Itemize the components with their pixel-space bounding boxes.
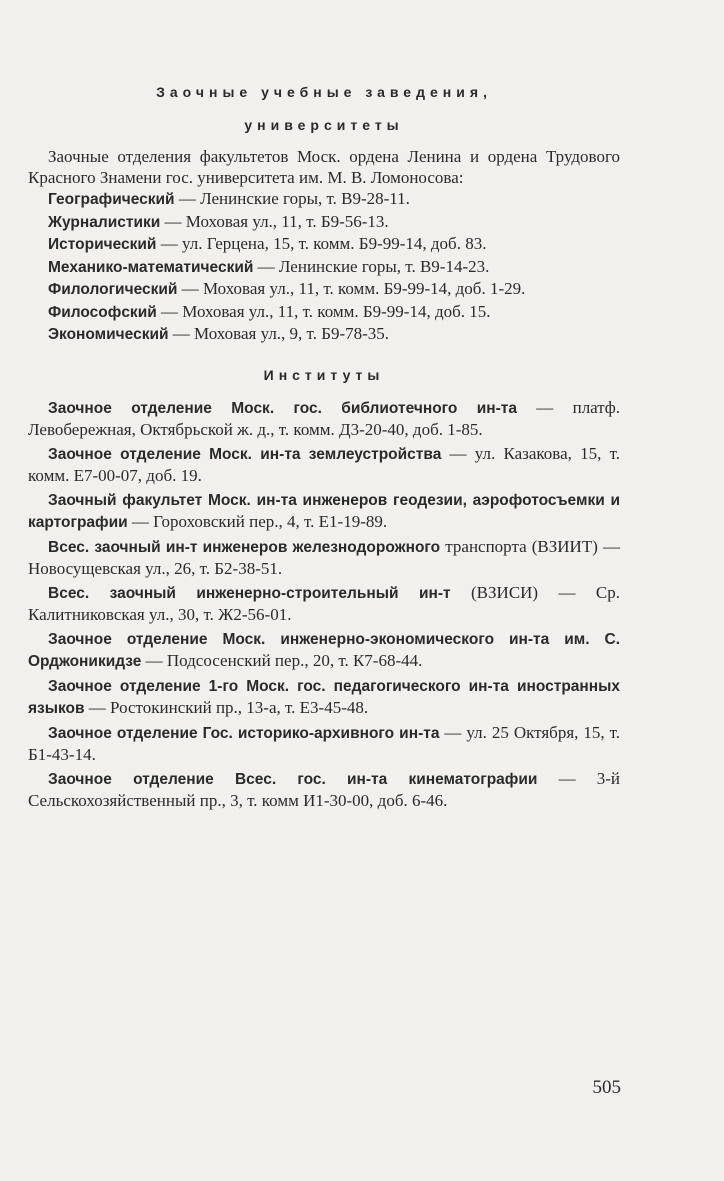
institute-details: — Гороховский пер., 4, т. Е1-19-89. <box>127 512 388 531</box>
faculty-entry <box>28 256 620 279</box>
institute-entry <box>28 675 620 720</box>
faculty-details: — ул. Герцена, 15, т. комм. Б9-99-14, доб. 83. <box>156 234 487 253</box>
faculty-entry <box>28 278 620 301</box>
faculty-name: Экономический <box>48 326 169 343</box>
institute-entry <box>28 768 620 812</box>
faculty-name: Философский <box>48 303 157 321</box>
faculty-details: — Ленинские горы, т. В9-28-11. <box>174 189 410 208</box>
institute-details: (ВЗИСИ) — Ср. Калитниковская ул., 30, т. Ж2-56-01. <box>28 582 620 624</box>
faculty-name: Механико-математический <box>48 258 254 276</box>
institute-details: — платф. Левобережная, Октябрьской ж. д., т. комм. Д3-20-40, доб. 1-85. <box>28 397 620 439</box>
institute-name: Всес. заочный ин-т инженеров железнодорожного <box>48 538 441 556</box>
faculty-name: Географический <box>48 191 175 208</box>
page-number: 505 <box>592 1077 621 1098</box>
institute-details: — Подсосенский пер., 20, т. К7-68-44. <box>141 651 423 670</box>
page-content <box>28 78 620 814</box>
institute-name: Заочное отделение Моск. инженерно-экономического ин-та им. С. Орджоникидзе <box>28 630 620 670</box>
faculty-entry <box>28 323 620 346</box>
institute-name: Заочное отделение 1-го Моск. гос. педагогического ин-та иностранных языков <box>28 677 620 717</box>
faculty-list <box>28 188 620 346</box>
faculty-details: — Моховая ул., 9, т. Б9-78-35. <box>168 324 390 343</box>
faculty-name: Филологический <box>48 281 178 298</box>
institute-details: транспорта (ВЗИИТ) — Новосущевская ул., 26, т. Б2-38-51. <box>28 536 620 578</box>
faculty-entry <box>28 211 620 234</box>
institute-entry <box>28 397 620 441</box>
institute-details: — Ростокинский пр., 13-а, т. Е3-45-48. <box>84 698 369 717</box>
institute-entry <box>28 628 620 673</box>
section-heading-institutes: Институты <box>263 366 385 383</box>
institute-list <box>28 397 620 812</box>
faculty-details: — Моховая ул., 11, т. комм. Б9-99-14, доб. 1-29. <box>177 279 526 298</box>
faculty-entry <box>28 233 620 256</box>
institute-entry <box>28 489 620 534</box>
faculty-details: — Моховая ул., 11, т. Б9-56-13. <box>160 211 389 231</box>
section-heading-correspondence: Заочные учебные заведения, <box>156 84 492 100</box>
institute-entry <box>28 443 620 487</box>
faculty-entry <box>28 301 620 324</box>
institute-details: — 3-й Сельскохозяйственный пр., 3, т. комм И1-30-00, доб. 6-46. <box>28 768 620 810</box>
institute-entry <box>28 536 620 580</box>
institute-name: Заочное отделение Всес. гос. ин-та кинематографии <box>48 770 538 788</box>
institute-name: Заочный факультет Моск. ин-та инженеров геодезии, аэрофотосъемки и картографии <box>28 491 620 531</box>
faculty-name: Исторический <box>48 236 157 253</box>
institute-details: — ул. Казакова, 15, т. комм. Е7-00-07, доб. 19. <box>28 443 621 485</box>
faculty-entry <box>28 188 620 211</box>
institute-name: Заочное отделение Моск. гос. библиотечного ин-та <box>48 399 518 417</box>
institute-name: Заочное отделение Гос. историко-архивного ин-та <box>48 724 440 742</box>
faculty-details: — Ленинские горы, т. В9-14-23. <box>253 256 490 276</box>
university-intro: Заочные отделения факультетов Моск. ордена Ленина и ордена Трудового Красного Знамени гос. университета им. М. В. Ломоносова: <box>28 147 620 187</box>
institute-entry <box>28 582 620 626</box>
institute-name: Всес. заочный инженерно-строительный ин-т <box>48 584 451 602</box>
faculty-name: Журналистики <box>48 213 161 231</box>
section-heading-universities: университеты <box>244 117 404 133</box>
institute-entry <box>28 722 620 766</box>
institute-details: — ул. 25 Октября, 15, т. Б1-43-14. <box>28 722 620 764</box>
institute-name: Заочное отделение Моск. ин-та землеустройства <box>48 445 442 463</box>
faculty-details: — Моховая ул., 11, т. комм. Б9-99-14, доб. 15. <box>156 301 491 321</box>
